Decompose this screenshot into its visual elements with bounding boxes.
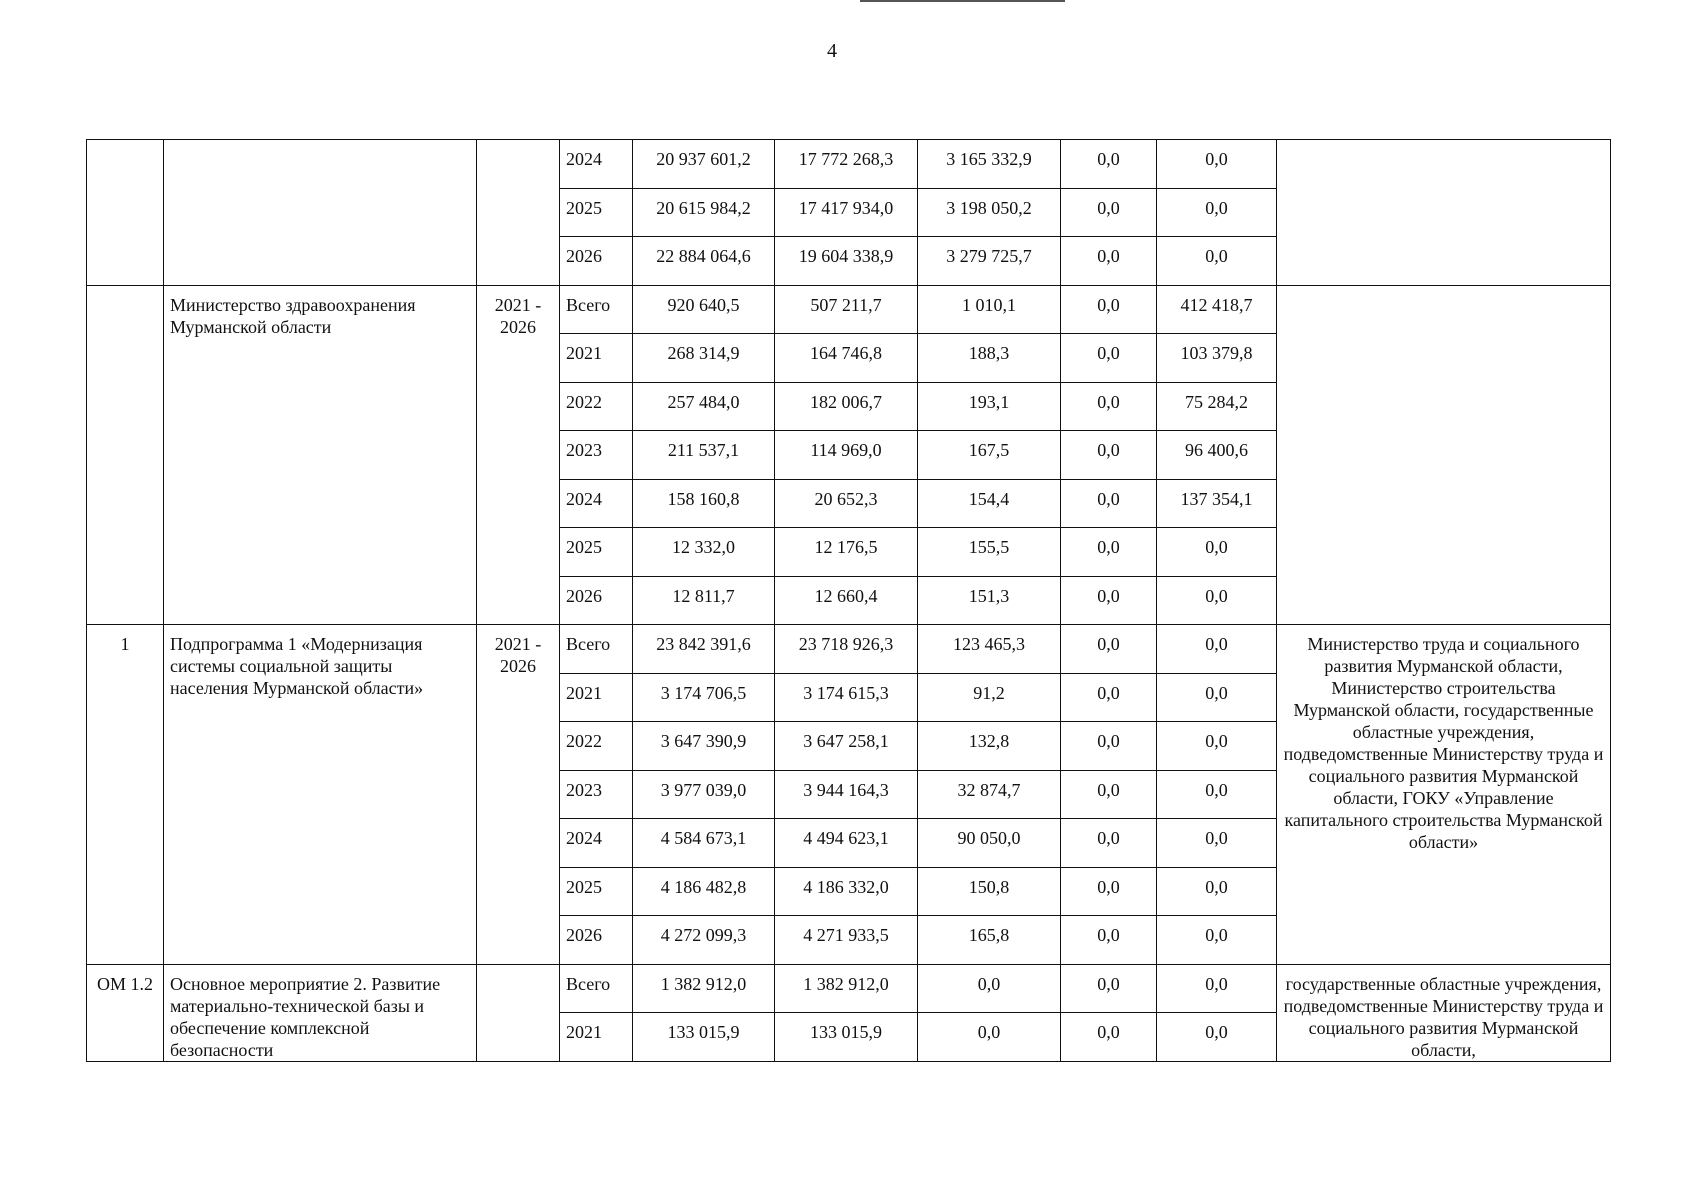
total-value: 1 382 912,0 [633, 964, 775, 1013]
federal-budget-value: 155,5 [918, 528, 1061, 577]
other-sources-value: 0,0 [1157, 1013, 1277, 1062]
other-sources-value: 0,0 [1157, 673, 1277, 722]
other-sources-value: 75 284,2 [1157, 382, 1277, 431]
total-value: 20 937 601,2 [633, 140, 775, 189]
year-cell: 2026 [560, 916, 633, 965]
year-cell: 2024 [560, 819, 633, 868]
federal-budget-value: 167,5 [918, 431, 1061, 480]
table-row [87, 625, 1611, 674]
regional-budget-value: 19 604 338,9 [775, 237, 918, 286]
regional-budget-value: 17 772 268,3 [775, 140, 918, 189]
federal-budget-value: 90 050,0 [918, 819, 1061, 868]
total-value: 22 884 064,6 [633, 237, 775, 286]
regional-budget-value: 182 006,7 [775, 382, 918, 431]
regional-budget-value: 12 660,4 [775, 576, 918, 625]
federal-budget-value: 91,2 [918, 673, 1061, 722]
item-name-cell: Подпрограмма 1 «Модернизация системы социальной защиты населения Мурманской области» [164, 625, 477, 965]
year-cell: 2024 [560, 140, 633, 189]
year-cell: Всего [560, 625, 633, 674]
local-budget-value: 0,0 [1061, 673, 1157, 722]
item-name-cell [164, 140, 477, 286]
item-number-cell: 1 [87, 625, 164, 965]
total-value: 3 647 390,9 [633, 722, 775, 771]
local-budget-value: 0,0 [1061, 916, 1157, 965]
year-cell: 2022 [560, 722, 633, 771]
other-sources-value: 0,0 [1157, 770, 1277, 819]
federal-budget-value: 1 010,1 [918, 285, 1061, 334]
item-name-cell: Министерство здравоохранения Мурманской области [164, 285, 477, 625]
federal-budget-value: 32 874,7 [918, 770, 1061, 819]
other-sources-value: 0,0 [1157, 528, 1277, 577]
year-cell: 2025 [560, 867, 633, 916]
other-sources-value: 96 400,6 [1157, 431, 1277, 480]
local-budget-value: 0,0 [1061, 528, 1157, 577]
executor-cell: Министерство труда и социального развития Мурманской области, Министерство строительства Мурманской области, государственные областные учреждения, подведомственные Министерству труда и социального развития Мурманской области, ГОКУ «Управление капитального строительства Мурманской области» [1277, 625, 1611, 965]
total-value: 20 615 984,2 [633, 188, 775, 237]
other-sources-value: 137 354,1 [1157, 479, 1277, 528]
federal-budget-value: 0,0 [918, 1013, 1061, 1062]
local-budget-value: 0,0 [1061, 819, 1157, 868]
page-number: 4 [827, 40, 837, 62]
total-value: 4 584 673,1 [633, 819, 775, 868]
federal-budget-value: 0,0 [918, 964, 1061, 1013]
executor-cell: государственные областные учреждения, подведомственные Министерству труда и социального развития Мурманской области, [1277, 964, 1611, 1061]
local-budget-value: 0,0 [1061, 1013, 1157, 1062]
total-value: 268 314,9 [633, 334, 775, 383]
total-value: 12 332,0 [633, 528, 775, 577]
total-value: 23 842 391,6 [633, 625, 775, 674]
other-sources-value: 0,0 [1157, 237, 1277, 286]
other-sources-value: 0,0 [1157, 964, 1277, 1013]
federal-budget-value: 154,4 [918, 479, 1061, 528]
local-budget-value: 0,0 [1061, 382, 1157, 431]
federal-budget-value: 193,1 [918, 382, 1061, 431]
budget-table [86, 139, 1611, 1062]
other-sources-value: 0,0 [1157, 722, 1277, 771]
regional-budget-value: 3 944 164,3 [775, 770, 918, 819]
total-value: 4 272 099,3 [633, 916, 775, 965]
total-value: 133 015,9 [633, 1013, 775, 1062]
regional-budget-value: 4 494 623,1 [775, 819, 918, 868]
table-row [87, 285, 1611, 334]
federal-budget-value: 188,3 [918, 334, 1061, 383]
year-cell: 2026 [560, 237, 633, 286]
year-cell: 2022 [560, 382, 633, 431]
total-value: 920 640,5 [633, 285, 775, 334]
local-budget-value: 0,0 [1061, 237, 1157, 286]
total-value: 257 484,0 [633, 382, 775, 431]
local-budget-value: 0,0 [1061, 625, 1157, 674]
regional-budget-value: 1 382 912,0 [775, 964, 918, 1013]
year-cell: 2023 [560, 431, 633, 480]
federal-budget-value: 3 165 332,9 [918, 140, 1061, 189]
year-cell: Всего [560, 964, 633, 1013]
regional-budget-value: 17 417 934,0 [775, 188, 918, 237]
period-cell: 2021 - 2026 [477, 625, 560, 965]
regional-budget-value: 23 718 926,3 [775, 625, 918, 674]
period-cell: 2021 - 2026 [477, 285, 560, 625]
year-cell: 2024 [560, 479, 633, 528]
other-sources-value: 0,0 [1157, 140, 1277, 189]
federal-budget-value: 132,8 [918, 722, 1061, 771]
other-sources-value: 0,0 [1157, 867, 1277, 916]
regional-budget-value: 3 647 258,1 [775, 722, 918, 771]
item-number-cell [87, 285, 164, 625]
local-budget-value: 0,0 [1061, 334, 1157, 383]
local-budget-value: 0,0 [1061, 722, 1157, 771]
local-budget-value: 0,0 [1061, 140, 1157, 189]
year-cell: 2021 [560, 673, 633, 722]
local-budget-value: 0,0 [1061, 964, 1157, 1013]
other-sources-value: 0,0 [1157, 188, 1277, 237]
year-cell: 2021 [560, 1013, 633, 1062]
item-number-cell [87, 140, 164, 286]
regional-budget-value: 4 271 933,5 [775, 916, 918, 965]
item-name-cell: Основное мероприятие 2. Развитие материально-технической базы и обеспечение комплексной безопасности [164, 964, 477, 1061]
regional-budget-value: 12 176,5 [775, 528, 918, 577]
total-value: 211 537,1 [633, 431, 775, 480]
local-budget-value: 0,0 [1061, 285, 1157, 334]
federal-budget-value: 3 198 050,2 [918, 188, 1061, 237]
total-value: 3 977 039,0 [633, 770, 775, 819]
other-sources-value: 0,0 [1157, 916, 1277, 965]
regional-budget-value: 20 652,3 [775, 479, 918, 528]
item-number-cell: ОМ 1.2 [87, 964, 164, 1061]
regional-budget-value: 3 174 615,3 [775, 673, 918, 722]
regional-budget-value: 4 186 332,0 [775, 867, 918, 916]
top-rule [860, 0, 1065, 2]
table-row [87, 140, 1611, 189]
regional-budget-value: 507 211,7 [775, 285, 918, 334]
year-cell: Всего [560, 285, 633, 334]
local-budget-value: 0,0 [1061, 188, 1157, 237]
year-cell: 2023 [560, 770, 633, 819]
federal-budget-value: 3 279 725,7 [918, 237, 1061, 286]
executor-cell [1277, 285, 1611, 625]
year-cell: 2025 [560, 188, 633, 237]
regional-budget-value: 164 746,8 [775, 334, 918, 383]
budget-table-body [87, 140, 1611, 1062]
federal-budget-value: 151,3 [918, 576, 1061, 625]
other-sources-value: 412 418,7 [1157, 285, 1277, 334]
regional-budget-value: 114 969,0 [775, 431, 918, 480]
total-value: 4 186 482,8 [633, 867, 775, 916]
year-cell: 2026 [560, 576, 633, 625]
regional-budget-value: 133 015,9 [775, 1013, 918, 1062]
total-value: 12 811,7 [633, 576, 775, 625]
local-budget-value: 0,0 [1061, 431, 1157, 480]
federal-budget-value: 165,8 [918, 916, 1061, 965]
period-cell [477, 964, 560, 1061]
other-sources-value: 0,0 [1157, 576, 1277, 625]
period-cell [477, 140, 560, 286]
table-row [87, 964, 1611, 1013]
other-sources-value: 103 379,8 [1157, 334, 1277, 383]
local-budget-value: 0,0 [1061, 479, 1157, 528]
total-value: 158 160,8 [633, 479, 775, 528]
federal-budget-value: 123 465,3 [918, 625, 1061, 674]
other-sources-value: 0,0 [1157, 819, 1277, 868]
other-sources-value: 0,0 [1157, 625, 1277, 674]
executor-cell [1277, 140, 1611, 286]
local-budget-value: 0,0 [1061, 867, 1157, 916]
local-budget-value: 0,0 [1061, 576, 1157, 625]
federal-budget-value: 150,8 [918, 867, 1061, 916]
year-cell: 2021 [560, 334, 633, 383]
year-cell: 2025 [560, 528, 633, 577]
total-value: 3 174 706,5 [633, 673, 775, 722]
local-budget-value: 0,0 [1061, 770, 1157, 819]
